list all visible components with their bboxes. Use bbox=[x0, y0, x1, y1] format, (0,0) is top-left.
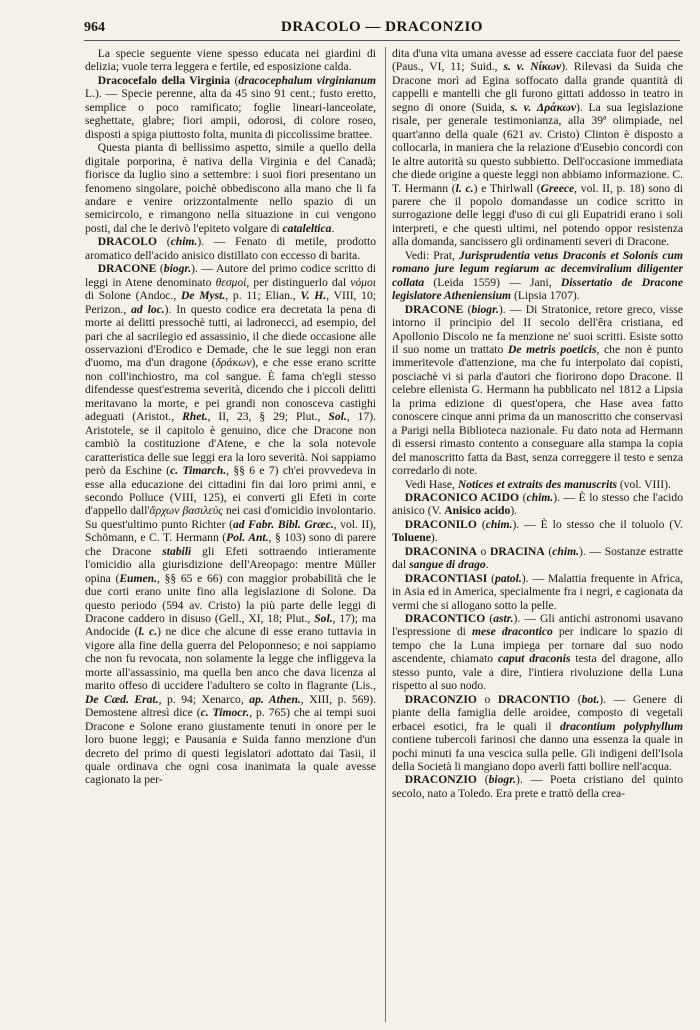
paragraph bbox=[392, 693, 683, 774]
text-run: sangue di drago bbox=[409, 558, 486, 572]
text-run: Sol. bbox=[328, 410, 347, 424]
headword: DRACONZIO bbox=[404, 773, 477, 787]
text-run: dracontium polyphyllum bbox=[559, 719, 683, 733]
text-run: astr. bbox=[493, 612, 514, 626]
paragraph bbox=[392, 478, 683, 491]
text-run: , §§ 65 e 66) con maggior probabilità che le due corti erano unite fino alla legislazione di Solone. Da questo periodo (594 av. Cristo) la più parte delle leggi di Dracone caddero in disuso (Gell., XI, 18; Plut., bbox=[85, 571, 376, 626]
text-run: ad loc. bbox=[131, 302, 165, 316]
text-run: ) ne dice che alcune di esse erano tuttavia in vigore alla fine della guerra del Peloponneso; e noi sappiamo che non fu revocata, non solamente la legge che infliggeva la morte all'assassinio, ma quella ben anco che dava licenza al marito offeso di uccidere l'adultero se colto in flagrante (Lis., bbox=[85, 625, 376, 693]
text-run: , XIII, p. 569). Demostene altresì dice ( bbox=[85, 692, 376, 720]
headword: DRACONE bbox=[404, 302, 464, 316]
text-run: ). bbox=[430, 531, 438, 545]
headword: DRACONZIO bbox=[404, 692, 477, 706]
text-run: L.). — Specie perenne, alta da 45 sino 91 cent.; fusto eretto, semplice o poco ramificato; foglie lineari-lanceolate, seghettate, glabre; fiori ampii, odorosi, di colore roseo, disposti a spiga piuttosto folta, munita di piccolissime brattee. bbox=[85, 87, 376, 141]
text-run: chim. bbox=[552, 544, 579, 558]
text-run: mese dracontico bbox=[471, 625, 553, 639]
left-column bbox=[85, 47, 376, 1027]
text-run: di Solone (Andoc., bbox=[85, 289, 181, 303]
text-run: dracocephalum virginianum bbox=[238, 73, 376, 87]
text-run: (vol. VIII). bbox=[616, 477, 671, 491]
paragraph bbox=[85, 235, 376, 262]
text-run: biogr. bbox=[488, 773, 516, 787]
text-run: Notices et extraits des manuscrits bbox=[457, 477, 617, 491]
paragraph bbox=[392, 545, 683, 572]
text-run: Rhet. bbox=[182, 410, 208, 424]
paragraph bbox=[392, 249, 683, 303]
headword: Toluene bbox=[392, 531, 431, 545]
text-run: Pol. Ant. bbox=[226, 531, 269, 545]
text-run: l. c. bbox=[455, 181, 474, 195]
text-run: o bbox=[476, 544, 490, 558]
paragraph bbox=[392, 47, 683, 249]
headword: Dracocefalo della Virginia bbox=[97, 73, 231, 87]
text-run: s. v. Νίκων bbox=[503, 60, 562, 74]
text-run: c. Timarch. bbox=[170, 464, 227, 478]
text-run: (Leida 1559) — Jani, bbox=[424, 275, 561, 289]
text-run: cataleltica bbox=[282, 221, 332, 235]
text-run: ( bbox=[157, 235, 171, 249]
text-run: De Cæd. Erat. bbox=[85, 692, 159, 706]
text-run: Sol. bbox=[314, 612, 333, 626]
headword: Anisico acido bbox=[444, 504, 511, 518]
text-run: dita d'una vita umana avesse ad essere cacciata fuor del paese (Paus., VI, 11; Suid., bbox=[392, 47, 683, 74]
running-head: DRACOLO — DRACONZIO bbox=[280, 19, 483, 35]
text-run: biogr. bbox=[163, 262, 192, 276]
headword: DRACONICO ACIDO bbox=[404, 490, 520, 504]
text-run: ap. Athen. bbox=[249, 692, 301, 706]
text-run: ( bbox=[487, 571, 496, 585]
text-run: , p. 765) che ai tempi suoi Dracone e Solone erano giustamente tenuti in onore per le loro buone leggi; e Pausania e Suida fanno menzione d'un decreto del primo di questi legislatori adottato dai Tasii, il quale ordinava che ogni cosa inanimata la quale avesse cagionato la per- bbox=[85, 706, 376, 787]
text-run: V. H. bbox=[300, 289, 327, 303]
text-run: , 17). Aristotele, se il capitolo è genuino, dice che Dracone non cambiò la costituzione d'Atene, e che la sola notevole caratteristica delle sue leggi era la loro severità. Noi sappiamo però da Eschine ( bbox=[85, 410, 376, 478]
text-run: chim. bbox=[485, 517, 513, 531]
text-run: , II, 23, § 29; Plut., bbox=[207, 410, 329, 424]
text-run: ). La sua legislazione risale, per generale testimonianza, alla 39ª olimpiade, nel quart'anno della quale (621 av. Cristo) Clinton è disposto a collocarla, in maniera che la relazione d'Eusebio concordi con le altre autorità su questo subbietto. Dell'occasione immediata che diede origine a queste leggi non abbiamo informazione. C. T. Hermann ( bbox=[392, 100, 683, 195]
text-run: ( bbox=[570, 692, 582, 706]
headword: DRACONTIASI bbox=[404, 571, 488, 585]
text-run: ). — Gli antichi astronomi usavano l'espressione di bbox=[392, 612, 683, 639]
text-run: νόμοι bbox=[350, 275, 376, 289]
text-run: , VIII, 10; Perizon., bbox=[85, 289, 376, 316]
text-run: contiene tubercoli farinosi che danno una essenza la quale in pochi minuti fa una vescica sulla pelle. Gli indigeni dell'Isola della Società li mangiano dopo averli fatti bollire nell'acqua. bbox=[392, 733, 683, 774]
text-run: , per distinguerlo dal bbox=[246, 275, 351, 289]
text-run: ). — Di Stratonice, retore greco, visse intorno il principio del II secolo dell'êra cristiana, ed Apollonio Discolo ne fa menzione ne' suoi scritti. Esiste sotto il suo nome un trattato bbox=[392, 302, 683, 356]
text-run: Vedi: Prat, bbox=[404, 248, 459, 262]
text-run: ). — È lo stesso che l'acido anisico (V. bbox=[392, 490, 683, 518]
paragraph bbox=[392, 612, 683, 693]
paragraph bbox=[85, 262, 376, 787]
text-run: Vedi Hase, bbox=[404, 477, 458, 491]
text-run: De Myst. bbox=[180, 289, 226, 303]
text-run: ( bbox=[463, 302, 472, 316]
headword: DRACONE bbox=[97, 262, 157, 276]
text-run: , § 103) sono di parere che Dracone bbox=[85, 531, 376, 558]
headword: DRACOLO bbox=[97, 235, 158, 249]
paragraph bbox=[85, 74, 376, 141]
text-run: o bbox=[476, 692, 498, 706]
text-run: ). bbox=[510, 504, 518, 518]
text-run: ). — Fenato di metile, prodotto aromatico dell'acido anisico distillato con eccesso di barita. bbox=[85, 235, 376, 262]
text-run: Jurisprudentia vetus Draconis et Solonis cum romano jure legum regiarum ac decemviralium diligenter collata bbox=[392, 248, 683, 289]
text-run: ). — Sostanze estratte dal bbox=[392, 544, 683, 572]
paragraph bbox=[392, 773, 683, 800]
paragraph bbox=[392, 303, 683, 478]
text-run: stabilì bbox=[162, 544, 192, 558]
text-run: ( bbox=[476, 517, 486, 531]
text-run: ( bbox=[519, 490, 527, 504]
headword: DRACONINA bbox=[404, 544, 477, 558]
text-run: chim. bbox=[170, 235, 198, 249]
text-run: (Lipsia 1707). bbox=[511, 289, 580, 303]
text-run: ). — Genere di piante della famiglia delle aroidee, composto di vegetali erbacei esotici, fra le quali il bbox=[392, 692, 683, 733]
text-run: patol. bbox=[495, 571, 522, 585]
page-number: 964 bbox=[84, 20, 105, 35]
text-run: ) e Thirlwall ( bbox=[473, 181, 541, 195]
paragraph bbox=[85, 47, 376, 74]
text-run: ). — Autore del primo codice scritto di leggi in Atene denominato bbox=[85, 262, 376, 289]
text-run: s. v. Δράκων bbox=[510, 100, 577, 114]
page-header bbox=[84, 18, 680, 41]
text-run: Dissertatio de Dracone legislatore Atheniensium bbox=[392, 275, 683, 303]
text-run: Greece bbox=[540, 181, 575, 195]
text-run: ( bbox=[544, 544, 553, 558]
text-run: Questa pianta di bellissimo aspetto, simile a quello della digitale porporina, è nativa della Virginia e del Canadà; fiorisce da luglio sino a settembre: i suoi fiori presentano un fenomeno singolare, poichè obbediscono alla mano che li fa andare e venire orizzontalmente nello spazio di un semicircolo, e rimangono nella situazione in cui vengono posti, dal che le derivò l'epiteto volgare di bbox=[85, 141, 376, 235]
paragraph bbox=[85, 141, 376, 235]
text-run: ( bbox=[485, 612, 494, 626]
paragraph bbox=[392, 518, 683, 545]
text-run: . bbox=[331, 221, 335, 235]
right-column bbox=[392, 47, 683, 1027]
headword: DRACINA bbox=[490, 544, 545, 558]
paragraph bbox=[392, 572, 683, 612]
text-run: ). — Malattia frequente in Africa, in Asia ed in America, specialmente fra i negri, e cagionata da vermi che si allogano sotto la pelle. bbox=[392, 571, 683, 612]
text-run: nei casi d'omicidio involontario. Su quest'ultimo punto Richter ( bbox=[85, 504, 376, 531]
headword: DRACONTICO bbox=[404, 612, 486, 626]
text-run: testa del dragone, allo stesso punto, vale a dire, l'intiera rivoluzione della Luna rispetto al suo nodo. bbox=[392, 652, 683, 693]
text-run: , 17); ma Andocide ( bbox=[85, 612, 376, 639]
text-run: c. Timocr. bbox=[200, 706, 250, 720]
text-run: l. c. bbox=[138, 625, 158, 639]
text-run: . bbox=[485, 558, 489, 572]
text-run: ). — È lo stesso che il toluolo (V. bbox=[512, 517, 683, 531]
text-run: ( bbox=[156, 262, 164, 276]
text-run: La specie seguente viene spesso educata nei giardini di delizia; vuole terra leggera e fertile, ed esposizione calda. bbox=[85, 47, 376, 74]
text-run: , che non è punto immeritevole d'attenzione, ma che fu interpolato dai copisti, posciachè vi si parla d'autori che fiorirono dopo Dracone. Il celebre ellenista G. Hermann ha pubblicato nel 1812 a Lipsia la prima edizione di quest'opera, che Hase avea fatto conoscere cinque anni prima da un manoscritto che conservasi a Parigi nella Biblioteca nazionale. Fu dato nota ad Hermann di essersi rimasto contento a conseguare alla stampa la copia del manoscritto fatta da Bast, senza correggere il testo e senza corredarlo di note. bbox=[392, 342, 683, 478]
text-run: , p. 11; Elian., bbox=[225, 289, 301, 303]
text-run: ( bbox=[230, 73, 239, 87]
text-run: bot. bbox=[581, 692, 600, 706]
text-run: De metris poeticis bbox=[507, 342, 597, 356]
headword: DRACONTIO bbox=[497, 692, 571, 706]
column-divider bbox=[385, 47, 386, 1022]
text-run: chim. bbox=[526, 490, 554, 504]
text-run: ), e che esse erano scritte non coll'inchiostro, ma col sangue. È fama ch'egli stesso difendesse quest'estrema severità, dicendo che i piccoli delitti meritavano la morte, e pei grandi non conosceva castighi adeguati (Aristot., bbox=[85, 356, 376, 424]
text-run: per indicare lo spazio di tempo che la Luna impiega per tornare dal suo nodo ascendente, chiamato bbox=[392, 625, 683, 666]
text-run: caput draconis bbox=[497, 652, 571, 666]
text-run: biogr. bbox=[471, 302, 499, 316]
text-run: ). In questo codice era decretata la pena di morte ai delitti pressochè tutti, ai ladronecci, ad esempio, del pari che al sacrilegio ed assassinio, il che diede occasione alle osservazioni d'Erodico e Demade, che le sue leggi non eran d'uomo, ma d'un dragone ( bbox=[85, 302, 376, 370]
text-run: δράκων bbox=[215, 356, 252, 370]
text-run: Eumen. bbox=[119, 571, 158, 585]
paragraph bbox=[392, 491, 683, 518]
text-run: , §§ 6 e 7) ch'ei provvedeva in esse alla educazione dei cittadini fin dai loro primi anni, e secondo Polluce (VIII, 125), ei converti gli Efeti in corte d'appello dall' bbox=[85, 464, 376, 518]
text-run: , p. 94; Xenarco, bbox=[158, 692, 250, 706]
text-run: gli Efeti sottraendo intieramente l'omicidio alla giurisdizione dell'Areopago: mentre Müller opina ( bbox=[85, 544, 376, 585]
text-run: ). — Poeta cristiano del quinto secolo, nato a Toledo. Era prete e trattò della crea- bbox=[392, 773, 683, 800]
text-run: , vol. II, p. 18) sono di parere che il popolo domandasse un codice scritto in surrogazione delle leggi d'uso di cui gli Eupatridi erano i soli interpreti, e che questi ultimi, nel potendo oppor resistenza alla domanda, sancissero gli ordinamenti severi di Dracone. bbox=[392, 181, 683, 249]
text-run: , vol. II), Schömann, e C. T. Hermann ( bbox=[85, 517, 376, 545]
headword: DRACONILO bbox=[404, 517, 477, 531]
text-run: ( bbox=[476, 773, 489, 787]
text-run: θεσμοὶ bbox=[215, 275, 247, 289]
text-run: ἄρχων βασιλεὺς bbox=[149, 504, 223, 518]
text-run: ). Rilevasi da Suida che Dracone morì ad Egina soffocato dalla grande quantità di cappelli e mantelli che gli furono gittati addosso in teatro in segno di onore (Suida, bbox=[392, 60, 683, 114]
text-run: ad Fabr. Bibl. Græc. bbox=[232, 517, 334, 531]
